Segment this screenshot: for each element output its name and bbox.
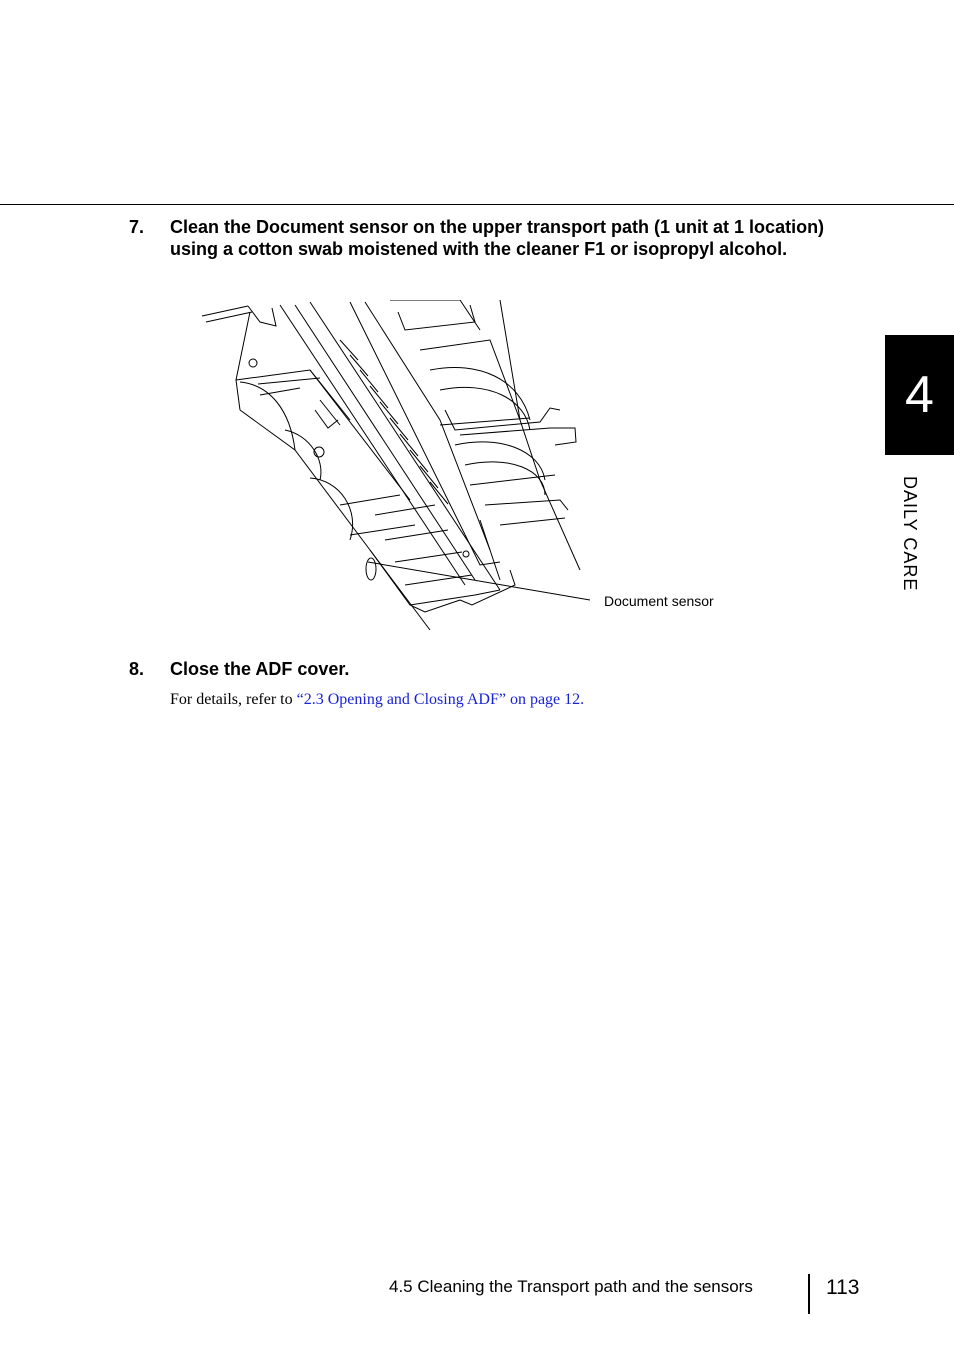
step-number: 8. (129, 659, 145, 679)
opening-closing-adf-link[interactable]: “2.3 Opening and Closing ADF” on page 12. (296, 691, 585, 708)
chapter-number: 4 (905, 366, 934, 424)
step-number: 7. (129, 217, 145, 237)
chapter-title (899, 476, 939, 616)
footer-section-title: 4.5 Cleaning the Transport path and the sensors (389, 1277, 753, 1296)
step-text: Close the ADF cover. (170, 659, 350, 679)
footer-divider (808, 1274, 810, 1314)
step-7 (129, 216, 849, 286)
step-text: Clean the Document sensor on the upper transport path (1 unit at 1 location) using a cotton swab moistened with the cleaner F1 or isopropyl alcohol. (170, 217, 825, 259)
chapter-tab (885, 335, 954, 455)
page-number: 113 (826, 1276, 860, 1299)
detail-prefix: For details, refer to (170, 691, 297, 708)
step-8 (129, 658, 849, 682)
chapter-title-text: DAILY CARE (900, 476, 920, 592)
header-rule (0, 204, 954, 205)
transport-path-illustration (200, 300, 760, 640)
document-sensor-callout: Document sensor (604, 593, 714, 609)
step-8-detail (170, 690, 584, 710)
